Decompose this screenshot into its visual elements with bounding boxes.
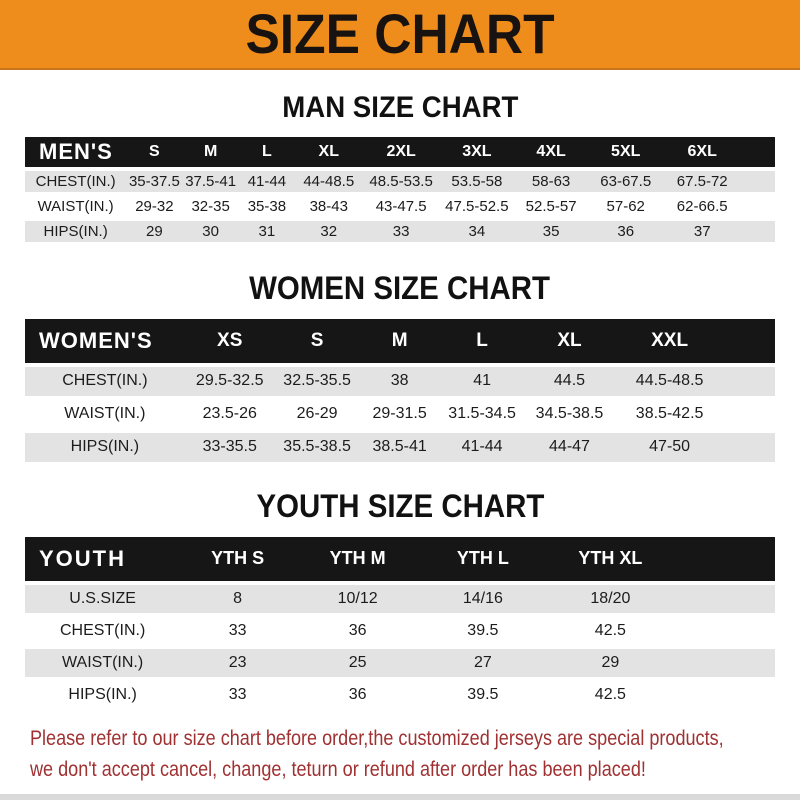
size-column-header: XL: [524, 319, 614, 363]
table-header-row: [25, 319, 775, 363]
size-value-cell: 18/20: [546, 585, 676, 613]
size-value-cell: 10/12: [295, 585, 420, 613]
size-column-header: 4XL: [514, 137, 588, 167]
size-value-cell: 43-47.5: [363, 196, 440, 217]
size-value-cell: 33: [180, 681, 295, 709]
size-value-cell: 37.5-41: [183, 171, 239, 192]
size-value-cell: 38-43: [295, 196, 363, 217]
size-value-cell: 42.5: [546, 617, 676, 645]
measurement-row: [25, 171, 775, 192]
row-label: HIPS(IN.): [25, 681, 180, 709]
disclaimer-line: Please refer to our size chart before order,the customized jerseys are special products,: [30, 726, 724, 750]
size-value-cell: 48.5-53.5: [363, 171, 440, 192]
women-size-table: [25, 315, 775, 466]
row-label: HIPS(IN.): [25, 433, 185, 462]
size-value-cell: 44-48.5: [295, 171, 363, 192]
size-value-cell: 34: [440, 221, 514, 242]
size-value-cell: 35-38: [239, 196, 295, 217]
size-value-cell: 39.5: [420, 617, 545, 645]
measurement-row: [25, 221, 775, 242]
size-value-cell: 67.5-72: [663, 171, 741, 192]
size-value-cell: 38.5-42.5: [614, 400, 724, 429]
size-column-header: 5XL: [588, 137, 663, 167]
measurement-row: [25, 367, 775, 396]
row-label: CHEST(IN.): [25, 171, 126, 192]
size-column-header: S: [126, 137, 182, 167]
spacer-cell: [725, 400, 775, 429]
measurement-row: [25, 196, 775, 217]
size-value-cell: 29: [126, 221, 182, 242]
size-value-cell: 57-62: [588, 196, 663, 217]
row-label: CHEST(IN.): [25, 617, 180, 645]
size-value-cell: 34.5-38.5: [524, 400, 614, 429]
size-value-cell: 30: [183, 221, 239, 242]
size-value-cell: 31.5-34.5: [440, 400, 525, 429]
spacer-cell: [675, 649, 775, 677]
size-value-cell: 62-66.5: [663, 196, 741, 217]
man-section-title-wrap: [0, 91, 800, 126]
size-column-header: YTH M: [295, 537, 420, 581]
row-label: HIPS(IN.): [25, 221, 126, 242]
size-value-cell: 53.5-58: [440, 171, 514, 192]
size-value-cell: 23.5-26: [185, 400, 275, 429]
size-value-cell: 23: [180, 649, 295, 677]
size-value-cell: 25: [295, 649, 420, 677]
size-value-cell: 44.5: [524, 367, 614, 396]
size-column-header: XL: [295, 137, 363, 167]
bottom-strip: [0, 794, 800, 800]
measurement-row: [25, 617, 775, 645]
measurement-row: [25, 649, 775, 677]
spacer-cell: [675, 681, 775, 709]
size-value-cell: 29: [546, 649, 676, 677]
spacer-cell: [675, 537, 775, 581]
size-column-header: M: [183, 137, 239, 167]
size-value-cell: 32-35: [183, 196, 239, 217]
spacer-cell: [725, 433, 775, 462]
size-column-header: XS: [185, 319, 275, 363]
size-value-cell: 35: [514, 221, 588, 242]
size-value-cell: 29-32: [126, 196, 182, 217]
size-column-header: S: [275, 319, 360, 363]
size-value-cell: 27: [420, 649, 545, 677]
size-value-cell: 41: [440, 367, 525, 396]
size-value-cell: 32.5-35.5: [275, 367, 360, 396]
size-column-header: YTH XL: [546, 537, 676, 581]
table-header-row: [25, 137, 775, 167]
size-value-cell: 14/16: [420, 585, 545, 613]
row-label: WAIST(IN.): [25, 649, 180, 677]
spacer-cell: [725, 319, 775, 363]
size-value-cell: 39.5: [420, 681, 545, 709]
size-value-cell: 33: [180, 617, 295, 645]
size-column-header: 2XL: [363, 137, 440, 167]
size-column-header: M: [359, 319, 439, 363]
table-header-row: [25, 537, 775, 581]
size-value-cell: 41-44: [440, 433, 525, 462]
spacer-cell: [741, 196, 775, 217]
size-value-cell: 32: [295, 221, 363, 242]
size-value-cell: 36: [295, 681, 420, 709]
size-value-cell: 42.5: [546, 681, 676, 709]
women-section-title: WOMEN SIZE CHART: [249, 269, 551, 306]
size-value-cell: 63-67.5: [588, 171, 663, 192]
size-value-cell: 44.5-48.5: [614, 367, 724, 396]
size-value-cell: 58-63: [514, 171, 588, 192]
measurement-row: [25, 681, 775, 709]
size-column-header: XXL: [614, 319, 724, 363]
size-column-header: YTH S: [180, 537, 295, 581]
man-section-title: MAN SIZE CHART: [281, 91, 519, 124]
youth-section-title: YOUTH SIZE CHART: [256, 487, 544, 524]
spacer-cell: [741, 221, 775, 242]
size-value-cell: 37: [663, 221, 741, 242]
row-label: U.S.SIZE: [25, 585, 180, 613]
size-value-cell: 35-37.5: [126, 171, 182, 192]
spacer-cell: [675, 585, 775, 613]
size-value-cell: 47-50: [614, 433, 724, 462]
size-value-cell: 41-44: [239, 171, 295, 192]
table-label: YOUTH: [25, 537, 180, 581]
table-label: MEN'S: [25, 137, 126, 167]
size-column-header: 3XL: [440, 137, 514, 167]
row-label: CHEST(IN.): [25, 367, 185, 396]
men-size-table: [25, 133, 775, 246]
measurement-row: [25, 433, 775, 462]
youth-size-table: [25, 533, 775, 713]
size-value-cell: 36: [295, 617, 420, 645]
size-column-header: YTH L: [420, 537, 545, 581]
spacer-cell: [741, 137, 775, 167]
row-label: WAIST(IN.): [25, 196, 126, 217]
disclaimer-line: we don't accept cancel, change, teturn or refund after order has been placed!: [30, 757, 646, 781]
measurement-row: [25, 400, 775, 429]
size-column-header: L: [440, 319, 525, 363]
row-label: WAIST(IN.): [25, 400, 185, 429]
spacer-cell: [675, 617, 775, 645]
size-value-cell: 26-29: [275, 400, 360, 429]
spacer-cell: [741, 171, 775, 192]
size-value-cell: 31: [239, 221, 295, 242]
size-chart-banner: [0, 0, 800, 70]
table-label: WOMEN'S: [25, 319, 185, 363]
youth-section-title-wrap: [0, 488, 800, 525]
size-column-header: 6XL: [663, 137, 741, 167]
size-column-header: L: [239, 137, 295, 167]
size-value-cell: 44-47: [524, 433, 614, 462]
spacer-cell: [725, 367, 775, 396]
size-value-cell: 36: [588, 221, 663, 242]
size-value-cell: 29-31.5: [359, 400, 439, 429]
banner-title: SIZE CHART: [245, 2, 555, 65]
measurement-row: [25, 585, 775, 613]
size-value-cell: 33-35.5: [185, 433, 275, 462]
disclaimer: [0, 723, 800, 785]
size-value-cell: 52.5-57: [514, 196, 588, 217]
size-value-cell: 8: [180, 585, 295, 613]
size-value-cell: 47.5-52.5: [440, 196, 514, 217]
size-value-cell: 38: [359, 367, 439, 396]
women-section-title-wrap: [0, 270, 800, 307]
size-value-cell: 33: [363, 221, 440, 242]
size-value-cell: 35.5-38.5: [275, 433, 360, 462]
size-value-cell: 38.5-41: [359, 433, 439, 462]
size-value-cell: 29.5-32.5: [185, 367, 275, 396]
